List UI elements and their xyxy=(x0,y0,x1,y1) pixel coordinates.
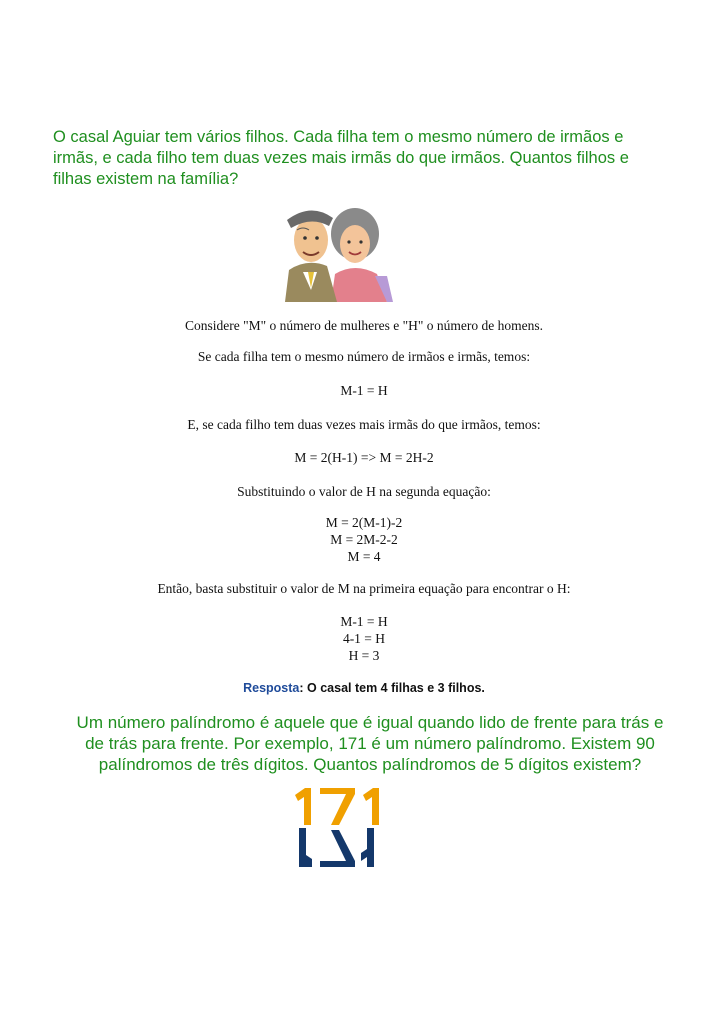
solution-line: Substituindo o valor de H na segunda equação: xyxy=(237,484,491,499)
equation: M = 2M-2-2 xyxy=(330,532,398,547)
elderly-couple-illustration xyxy=(283,200,393,302)
equation: M = 4 xyxy=(347,549,381,564)
solution-line: Se cada filha tem o mesmo número de irmãos e irmãs, temos: xyxy=(197,349,531,364)
answer-text: : O casal tem 4 filhas e 3 filhos. xyxy=(299,681,485,695)
answer xyxy=(0,681,728,695)
equation: M-1 = H xyxy=(340,614,388,629)
palindrome-top-digits xyxy=(295,788,379,825)
question-1 xyxy=(53,127,653,190)
question-2 xyxy=(40,712,700,775)
solution-line: E, se cada filho tem duas vezes mais irmãs do que irmãos, temos: xyxy=(187,417,541,432)
equation: M = 2(H-1) => M = 2H-2 xyxy=(294,450,434,465)
palindrome-mirrored-digits xyxy=(299,828,374,867)
question-1-line: O casal Aguiar tem vários filhos. Cada filha tem o mesmo número de irmãos e xyxy=(53,128,624,146)
question-1-line: irmãs, e cada filho tem duas vezes mais irmãs do que irmãos. Quantos filhos e xyxy=(53,149,629,167)
question-2-line: palíndromos de três dígitos. Quantos palíndromos de 5 dígitos existem? xyxy=(98,755,642,774)
question-2-line: de trás para frente. Por exemplo, 171 é um número palíndromo. Existem 90 xyxy=(85,734,655,753)
question-2-line: Um número palíndromo é aquele que é igual quando lido de frente para trás e xyxy=(76,713,664,732)
solution-line: Considere "M" o número de mulheres e "H" o número de homens. xyxy=(185,318,543,333)
answer-label: Resposta xyxy=(243,681,300,695)
equation: M-1 = H xyxy=(340,383,388,398)
solution-line: Então, basta substituir o valor de M na primeira equação para encontrar o H: xyxy=(157,581,571,596)
equation: H = 3 xyxy=(348,648,380,663)
equation: M = 2(M-1)-2 xyxy=(325,515,403,530)
equation: 4-1 = H xyxy=(342,631,386,646)
question-1-line: filhas existem na família? xyxy=(53,170,239,188)
palindrome-171-illustration xyxy=(293,787,385,869)
